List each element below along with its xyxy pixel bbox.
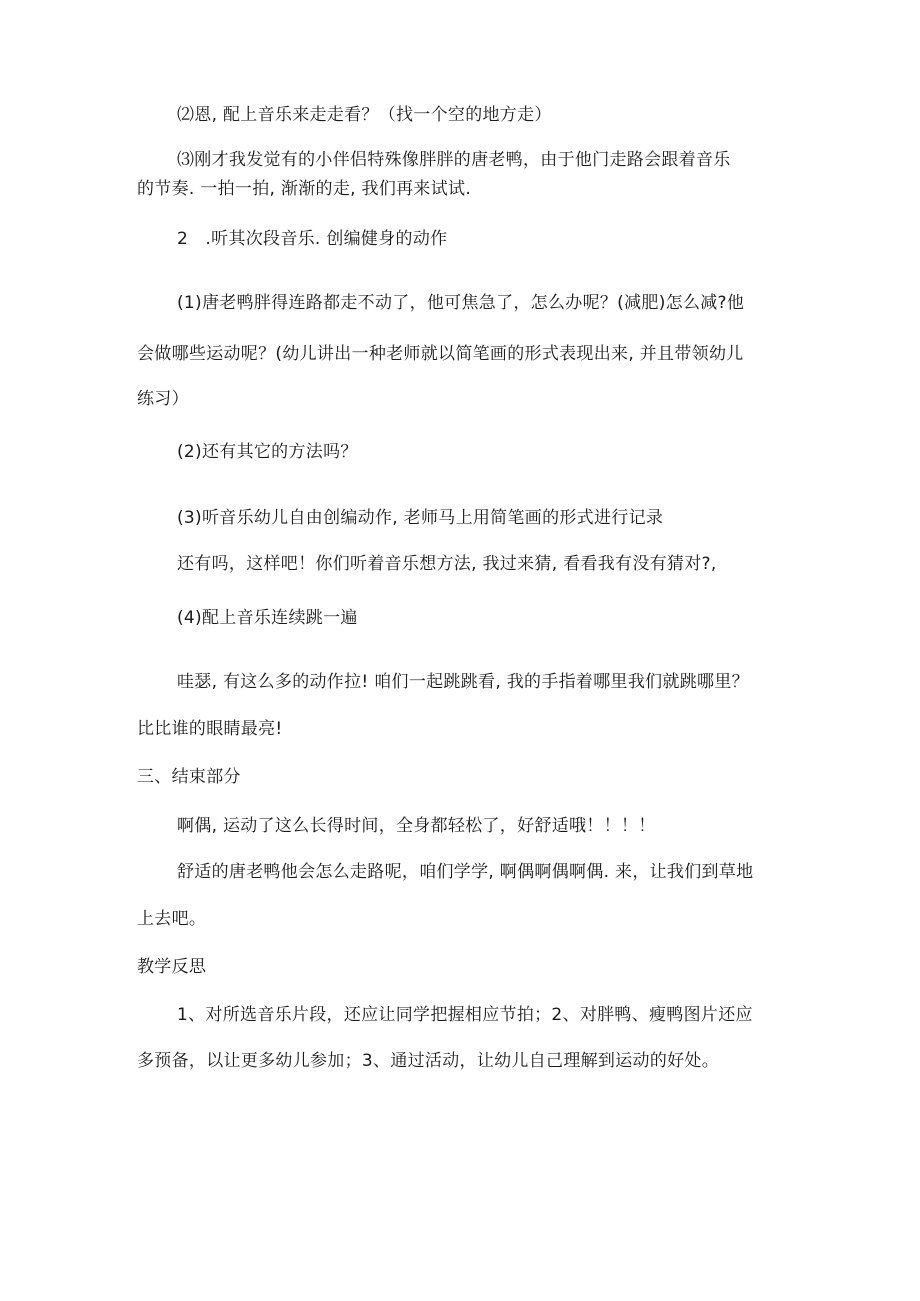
paragraph-line-15: 上去吧。: [137, 909, 207, 929]
paragraph-line-1: ⑵恩, 配上音乐来走走看？（找一个空的地方走）: [177, 105, 552, 125]
paragraph-line-17: 多预备，以让更多幼儿参加；3、通过活动，让幼儿自己理解到运动的好处。: [137, 1051, 720, 1071]
paragraph-line-7: (2)还有其它的方法吗？: [177, 442, 358, 462]
paragraph-line-10: (4)配上音乐连续跳一遍: [177, 608, 358, 628]
section-heading-reflection: 教学反思: [137, 957, 207, 977]
section-heading-2: 2 .听其次段音乐. 创编健身的动作: [177, 229, 448, 249]
paragraph-line-14: 舒适的唐老鸭他会怎么走路呢，咱们学学, 啊偶啊偶啊偶. 来，让我们到草地: [177, 862, 754, 882]
paragraph-line-5: 会做哪些运动呢？(幼儿讲出一种老师就以简笔画的形式表现出来, 并且带领幼儿: [137, 344, 744, 364]
paragraph-line-16: 1、对所选音乐片段，还应让同学把握相应节拍；2、对胖鸭、瘦鸭图片还应: [177, 1005, 753, 1025]
paragraph-line-9: 还有吗，这样吧！你们听着音乐想方法, 我过来猜, 看看我有没有猜对?,: [177, 554, 717, 574]
paragraph-line-11: 哇瑟, 有这么多的动作拉! 咱们一起跳跳看, 我的手指着哪里我们就跳哪里？: [177, 672, 749, 692]
paragraph-line-12: 比比谁的眼睛最亮!: [137, 719, 283, 739]
paragraph-line-6: 练习）: [137, 389, 189, 409]
paragraph-line-8: (3)听音乐幼儿自由创编动作, 老师马上用简笔画的形式进行记录: [177, 508, 664, 528]
paragraph-line-3: 的节奏. 一拍一拍, 渐渐的走, 我们再来试试.: [137, 179, 472, 199]
paragraph-line-13: 啊偶, 运动了这么长得时间，全身都轻松了，好舒适哦！！！！: [177, 816, 656, 836]
paragraph-line-4: (1)唐老鸭胖得连路都走不动了，他可焦急了，怎么办呢？(减肥)怎么减?他: [177, 293, 745, 313]
paragraph-line-2: ⑶刚才我发觉有的小伴侣特殊像胖胖的唐老鸭，由于他门走路会跟着音乐: [177, 150, 731, 170]
section-heading-3: 三、结束部分: [137, 767, 241, 787]
